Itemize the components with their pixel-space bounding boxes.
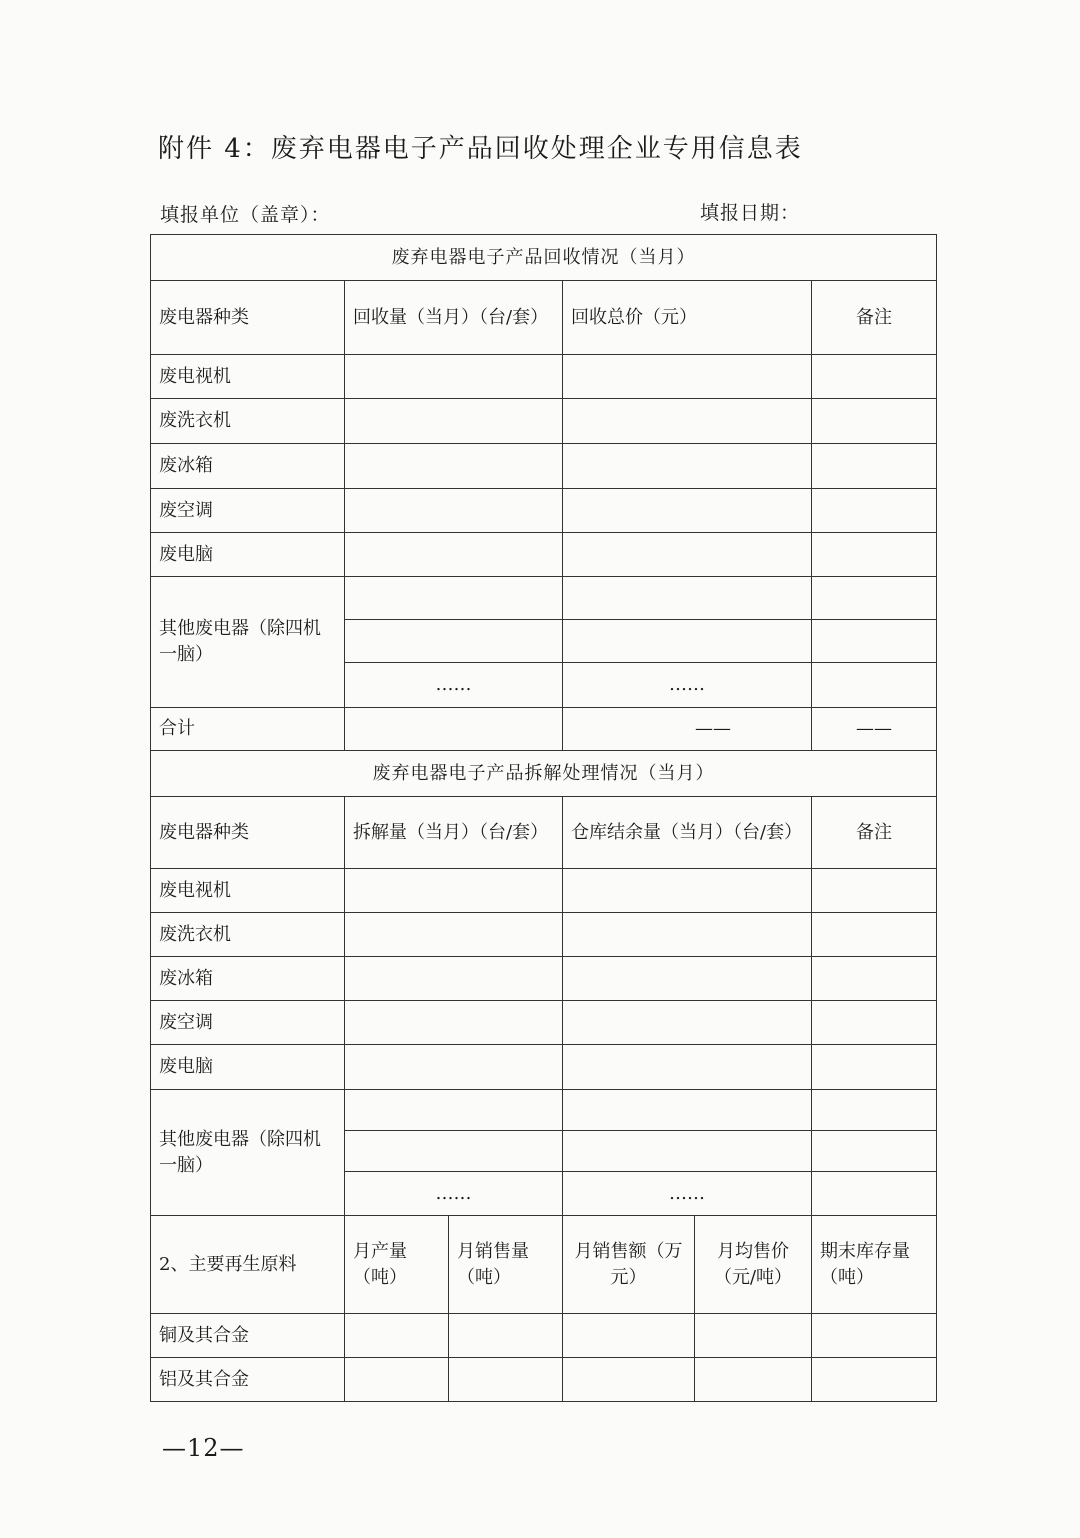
materials-header-sales-amount: 月销售额（万元） (563, 1216, 695, 1314)
materials-header-avg-price: 月均售价（元/吨） (695, 1216, 812, 1314)
dismantle-quantity-cell[interactable] (345, 1045, 563, 1090)
recycle-quantity-cell[interactable] (345, 577, 563, 620)
dismantle-header-type: 废电器种类 (151, 797, 345, 869)
recycle-quantity-cell[interactable] (345, 355, 563, 399)
table-row (151, 708, 937, 751)
dismantle-stock-cell[interactable] (563, 913, 812, 957)
dismantle-remark-cell[interactable] (812, 1045, 937, 1090)
materials-row-label: 铜及其合金 (151, 1314, 345, 1358)
recycle-header-type: 废电器种类 (151, 281, 345, 355)
dismantle-quantity-cell[interactable] (345, 957, 563, 1001)
recycle-remark-cell[interactable] (812, 533, 937, 577)
recycle-row-label: 废电视机 (151, 355, 345, 399)
dismantle-header-stock: 仓库结余量（当月）（台/套） (563, 797, 812, 869)
dismantle-remark-cell[interactable] (812, 1172, 937, 1216)
recycle-header-remark: 备注 (812, 281, 937, 355)
materials-header-stock: 期末库存量（吨） (812, 1216, 937, 1314)
dismantle-stock-cell[interactable] (563, 1090, 812, 1131)
recycle-price-cell[interactable] (563, 620, 812, 663)
dismantle-remark-cell[interactable] (812, 1090, 937, 1131)
dismantle-quantity-cell[interactable] (345, 913, 563, 957)
recycle-price-cell[interactable] (563, 533, 812, 577)
table-row (151, 577, 937, 620)
recycle-remark-cell[interactable] (812, 355, 937, 399)
dismantle-remark-cell[interactable] (812, 1131, 937, 1172)
materials-cell[interactable] (695, 1314, 812, 1358)
table-row (151, 399, 937, 444)
materials-label: 2、主要再生原料 (151, 1216, 345, 1314)
recycle-header-quantity: 回收量（当月）（台/套） (345, 281, 563, 355)
recycle-remark-cell[interactable] (812, 444, 937, 489)
materials-row-label: 铝及其合金 (151, 1358, 345, 1402)
recycle-row-label: 废电脑 (151, 533, 345, 577)
recycle-remark-cell[interactable] (812, 577, 937, 620)
recycle-remark-cell[interactable] (812, 663, 937, 708)
recycle-price-cell[interactable] (563, 355, 812, 399)
table-row (151, 1090, 937, 1131)
table-row (151, 355, 937, 399)
dismantle-quantity-cell[interactable] (345, 1131, 563, 1172)
materials-cell[interactable] (695, 1358, 812, 1402)
table-row (151, 1045, 937, 1090)
dismantle-remark-cell[interactable] (812, 913, 937, 957)
dismantle-ellipsis-stock: …… (563, 1172, 812, 1216)
recycle-remark-cell[interactable] (812, 399, 937, 444)
recycle-section-title: 废弃电器电子产品回收情况（当月） (151, 235, 937, 281)
recycle-total-label: 合计 (151, 708, 345, 751)
dismantle-header-quantity: 拆解量（当月）（台/套） (345, 797, 563, 869)
materials-cell[interactable] (812, 1358, 937, 1402)
recycle-quantity-cell[interactable] (345, 444, 563, 489)
table-row (151, 1314, 937, 1358)
dismantle-other-label: 其他废电器（除四机一脑） (151, 1090, 345, 1216)
dismantle-row-label: 废冰箱 (151, 957, 345, 1001)
dismantle-quantity-cell[interactable] (345, 1090, 563, 1131)
dismantle-quantity-cell[interactable] (345, 869, 563, 913)
recycle-header-total-price: 回收总价（元） (563, 281, 812, 355)
recycle-ellipsis-quantity: …… (345, 663, 563, 708)
recycle-total-quantity-cell[interactable] (345, 708, 563, 751)
materials-cell[interactable] (563, 1358, 695, 1402)
dismantle-row-label: 废洗衣机 (151, 913, 345, 957)
recycle-total-remark-dash: —— (812, 708, 937, 751)
recycle-quantity-cell[interactable] (345, 489, 563, 533)
page-title: 附件 4：废弃电器电子产品回收处理企业专用信息表 (158, 134, 803, 164)
dismantle-remark-cell[interactable] (812, 869, 937, 913)
dismantle-stock-cell[interactable] (563, 1045, 812, 1090)
table-row (151, 957, 937, 1001)
recycle-remark-cell[interactable] (812, 489, 937, 533)
recycle-price-cell[interactable] (563, 399, 812, 444)
table-row (151, 913, 937, 957)
dismantle-section-title: 废弃电器电子产品拆解处理情况（当月） (151, 751, 937, 797)
fill-date-label: 填报日期： (700, 202, 801, 224)
recycle-total-price-dash: —— (563, 708, 812, 751)
materials-cell[interactable] (345, 1358, 449, 1402)
materials-header-sales-volume: 月销售量（吨） (449, 1216, 563, 1314)
recycle-quantity-cell[interactable] (345, 399, 563, 444)
materials-cell[interactable] (449, 1358, 563, 1402)
dismantle-quantity-cell[interactable] (345, 1001, 563, 1045)
table-row (151, 489, 937, 533)
info-table (150, 234, 937, 1402)
dismantle-remark-cell[interactable] (812, 957, 937, 1001)
materials-cell[interactable] (563, 1314, 695, 1358)
table-row (151, 444, 937, 489)
dismantle-row-label: 废电脑 (151, 1045, 345, 1090)
materials-header-production: 月产量（吨） (345, 1216, 449, 1314)
dismantle-row-label: 废空调 (151, 1001, 345, 1045)
dismantle-remark-cell[interactable] (812, 1001, 937, 1045)
dismantle-stock-cell[interactable] (563, 869, 812, 913)
materials-cell[interactable] (345, 1314, 449, 1358)
materials-cell[interactable] (449, 1314, 563, 1358)
materials-cell[interactable] (812, 1314, 937, 1358)
page-number: —12— (162, 1434, 245, 1462)
recycle-ellipsis-price: …… (563, 663, 812, 708)
table-row (151, 1358, 937, 1402)
table-row (151, 869, 937, 913)
recycle-price-cell[interactable] (563, 489, 812, 533)
recycle-row-label: 废冰箱 (151, 444, 345, 489)
recycle-row-label: 废洗衣机 (151, 399, 345, 444)
dismantle-stock-cell[interactable] (563, 957, 812, 1001)
recycle-quantity-cell[interactable] (345, 533, 563, 577)
recycle-price-cell[interactable] (563, 444, 812, 489)
dismantle-ellipsis-quantity: …… (345, 1172, 563, 1216)
recycle-row-label: 废空调 (151, 489, 345, 533)
recycle-other-label: 其他废电器（除四机一脑） (151, 577, 345, 708)
dismantle-row-label: 废电视机 (151, 869, 345, 913)
recycle-price-cell[interactable] (563, 577, 812, 620)
dismantle-stock-cell[interactable] (563, 1131, 812, 1172)
dismantle-stock-cell[interactable] (563, 1001, 812, 1045)
recycle-quantity-cell[interactable] (345, 620, 563, 663)
table-row (151, 1001, 937, 1045)
fill-unit-label: 填报单位（盖章）： (160, 204, 331, 226)
table-row (151, 533, 937, 577)
recycle-remark-cell[interactable] (812, 620, 937, 663)
dismantle-header-remark: 备注 (812, 797, 937, 869)
